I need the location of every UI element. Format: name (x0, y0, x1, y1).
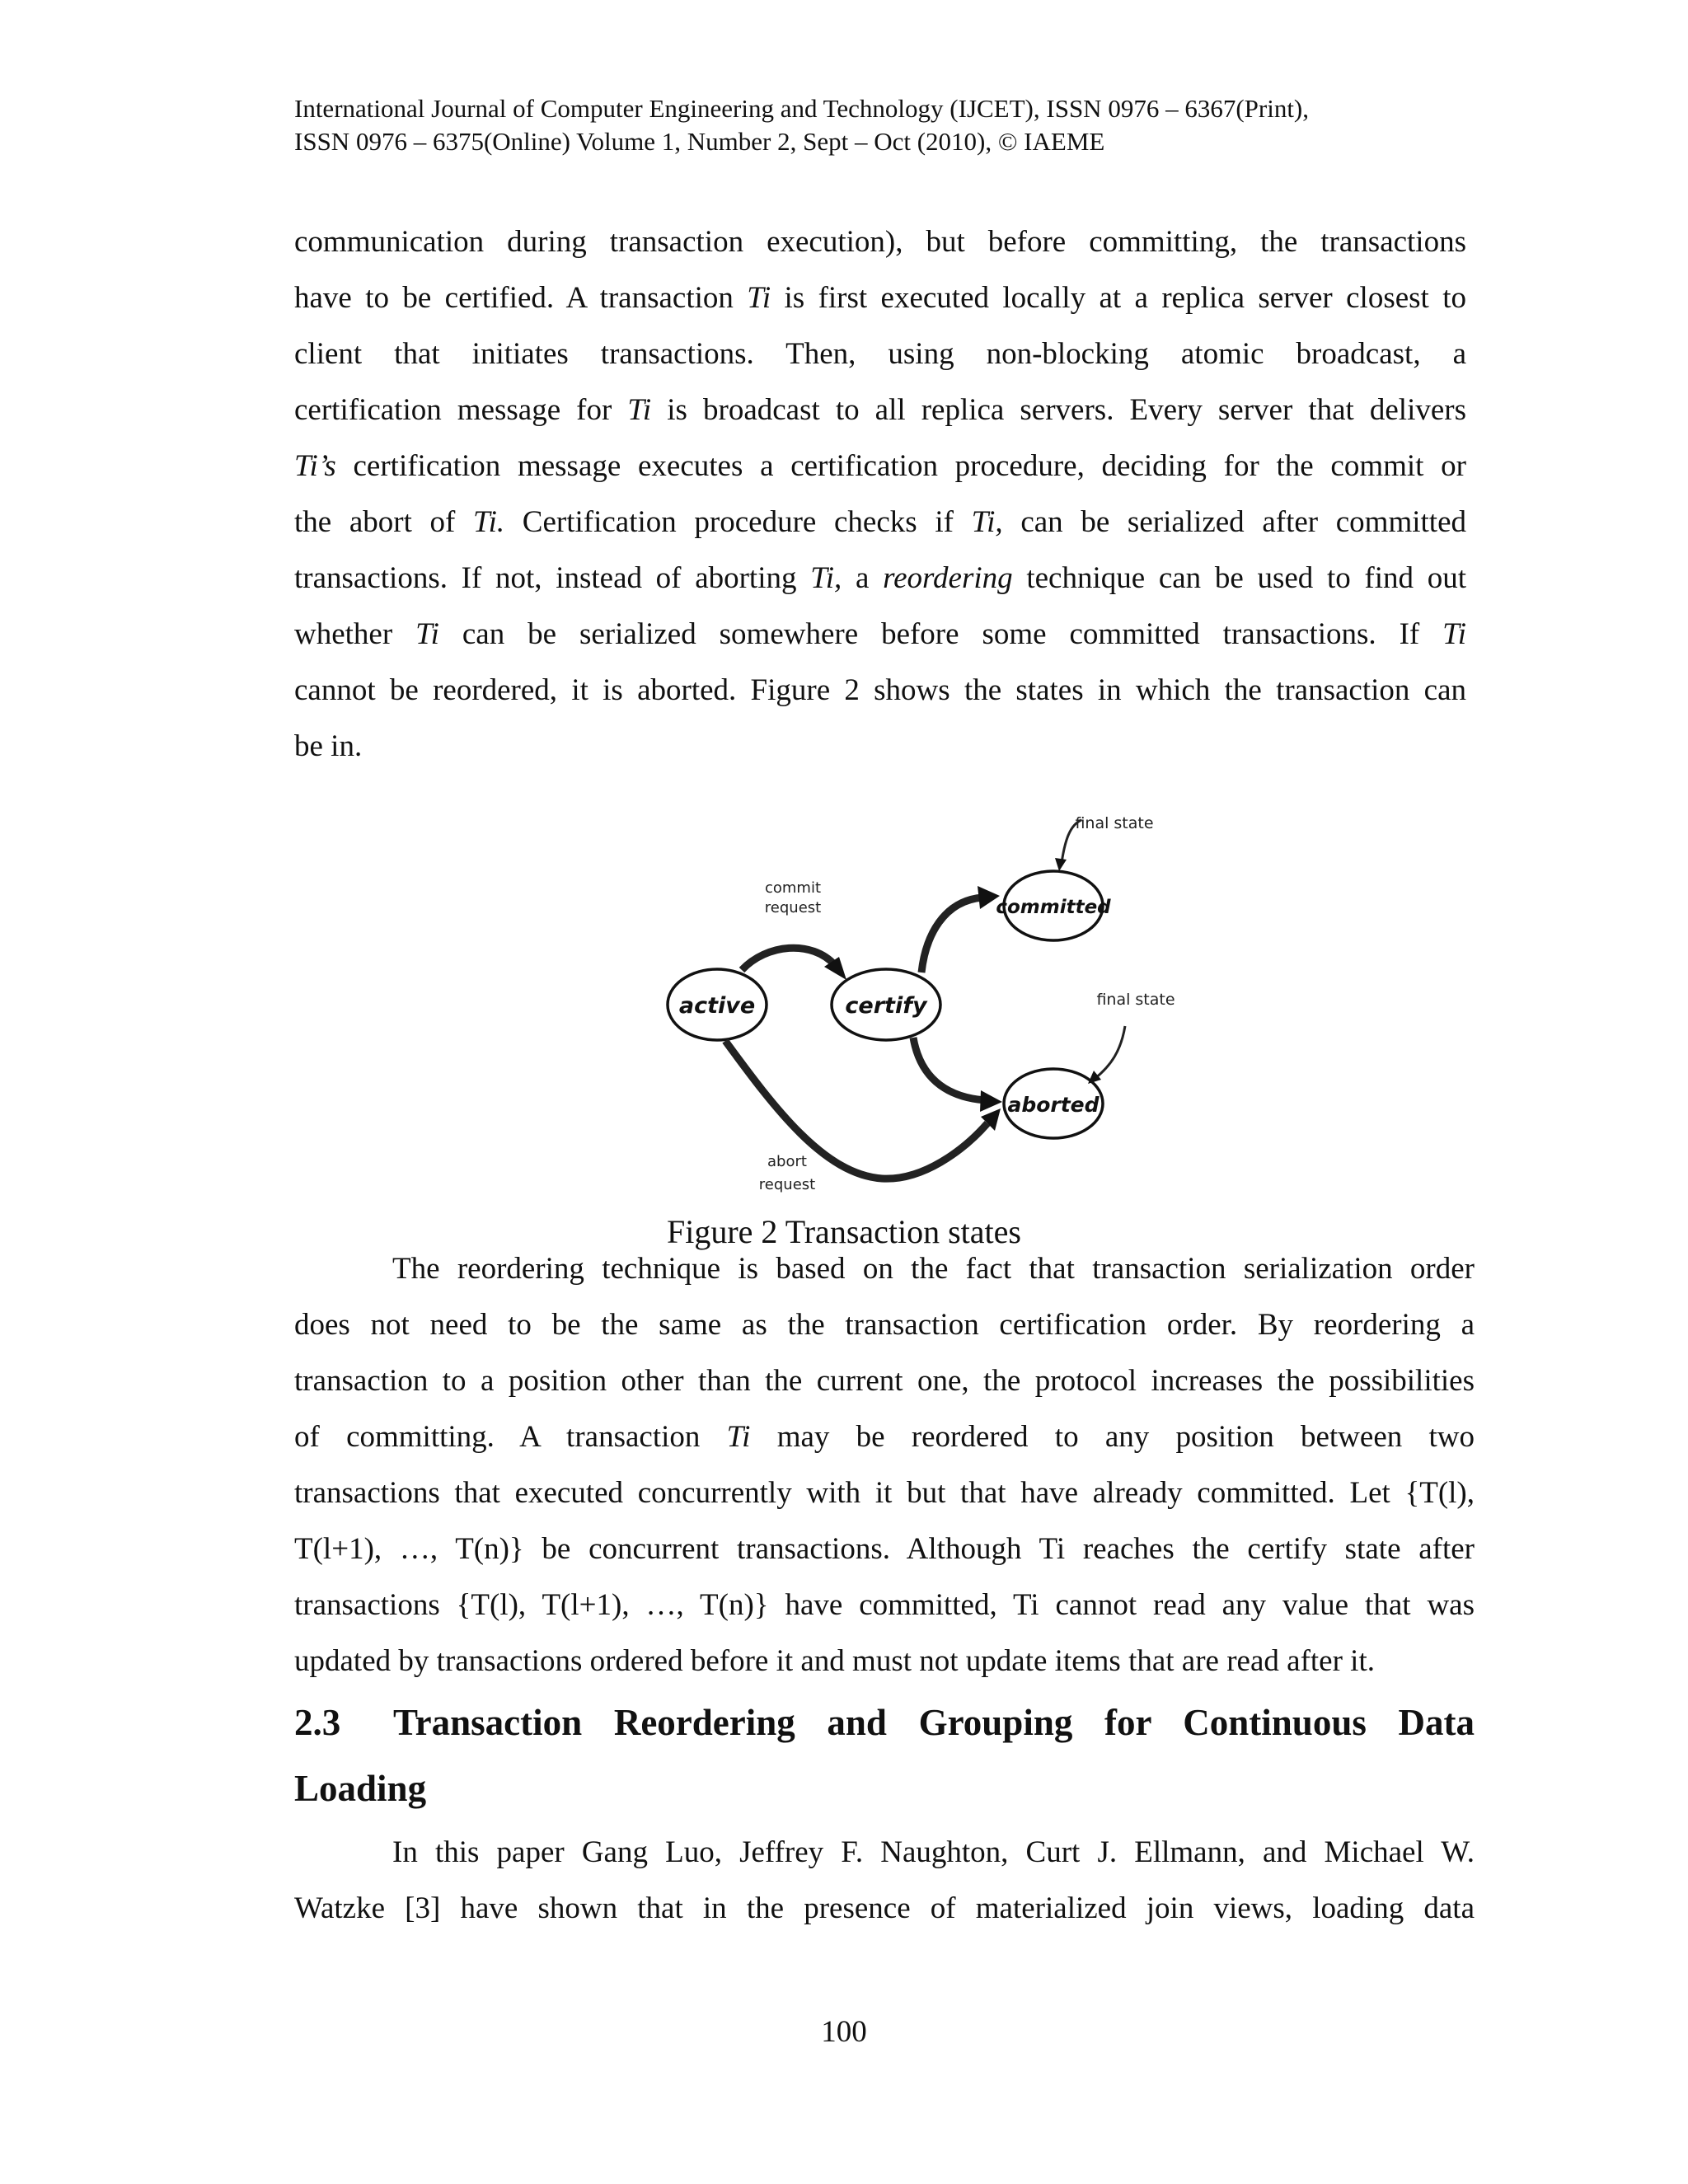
transaction-states-diagram (659, 804, 1203, 1212)
commit-request-label-line-1: commit (764, 879, 822, 897)
paragraph-line: T(l+1), …, T(n)} be concurrent transactions. Although Ti reaches the certify state after (294, 1532, 1475, 1566)
section-heading (294, 1701, 1475, 1744)
paragraph-line: be in. (294, 729, 363, 763)
section-number: 2.3 (294, 1702, 341, 1743)
paragraph-line: Watzke [3] have shown that in the presence of materialized join views, loading data (294, 1891, 1475, 1925)
paragraph-line: transactions {T(l), T(l+1), …, T(n)} have committed, Ti cannot read any value that was (294, 1588, 1475, 1622)
paragraph-line: of committing. A transaction Ti may be reordered to any position between two (294, 1420, 1475, 1454)
paragraph-line: The reordering technique is based on the fact that transaction serialization order (392, 1252, 1475, 1286)
state-aborted-label: aborted (1007, 1093, 1100, 1117)
paragraph-line: have to be certified. A transaction Ti is first executed locally at a replica server closest to (294, 281, 1466, 315)
paragraph-line: updated by transactions ordered before it and must not update items that are read after it. (294, 1644, 1375, 1678)
final-state-label-right: final state (1096, 991, 1175, 1009)
final-state-pointer-right (1088, 1026, 1125, 1084)
paragraph-line: Ti’s certification message executes a certification procedure, deciding for the commit or (294, 449, 1466, 483)
journal-header-line-2: ISSN 0976 – 6375(Online) Volume 1, Number 2, Sept – Oct (2010), © IAEME (294, 127, 1105, 156)
final-state-label-top: final state (1075, 814, 1154, 832)
paragraph-line: does not need to be the same as the transaction certification order. By reordering a (294, 1308, 1475, 1342)
page-number: 100 (821, 2015, 867, 2049)
paragraph-line: communication during transaction execution), but before committing, the transactions (294, 225, 1466, 259)
state-committed-label: committed (996, 897, 1111, 918)
paragraph-line: whether Ti can be serialized somewhere before some committed transactions. If Ti (294, 617, 1466, 651)
paragraph-line: transactions. If not, instead of aborting Ti, a reordering technique can be used to find out (294, 561, 1466, 595)
figure-caption: Figure 2 Transaction states (667, 1213, 1021, 1250)
commit-request-label-line-2: request (764, 899, 822, 916)
state-active-label: active (678, 993, 756, 1019)
paragraph-line: certification message for Ti is broadcast to all replica servers. Every server that delivers (294, 393, 1466, 427)
section-title-line-1: Transaction Reordering and Grouping for Continuous Data (393, 1702, 1475, 1743)
paragraph-line: transactions that executed concurrently with it but that have already committed. Let {T(l), (294, 1476, 1475, 1510)
journal-header-line-1: International Journal of Computer Engineering and Technology (IJCET), ISSN 0976 – 6367(Print), (294, 94, 1310, 123)
paragraph-line: In this paper Gang Luo, Jeffrey F. Naughton, Curt J. Ellmann, and Michael W. (392, 1835, 1475, 1869)
certify-to-committed-arrow (921, 886, 1000, 972)
paragraph-line: transaction to a position other than the current one, the protocol increases the possibilities (294, 1364, 1475, 1398)
state-certify-label: certify (845, 993, 927, 1019)
paragraph-line: client that initiates transactions. Then, using non-blocking atomic broadcast, a (294, 337, 1466, 371)
paragraph-line: cannot be reordered, it is aborted. Figure 2 shows the states in which the transaction can (294, 673, 1466, 707)
abort-request-label-line-2: request (758, 1176, 816, 1193)
paragraph-line: the abort of Ti. Certification procedure checks if Ti, can be serialized after committed (294, 505, 1467, 539)
section-heading-continued: Loading (294, 1768, 427, 1809)
abort-request-label-line-1: abort (767, 1153, 807, 1170)
commit-request-arrow (742, 948, 846, 980)
certify-to-aborted-arrow (913, 1038, 1002, 1112)
